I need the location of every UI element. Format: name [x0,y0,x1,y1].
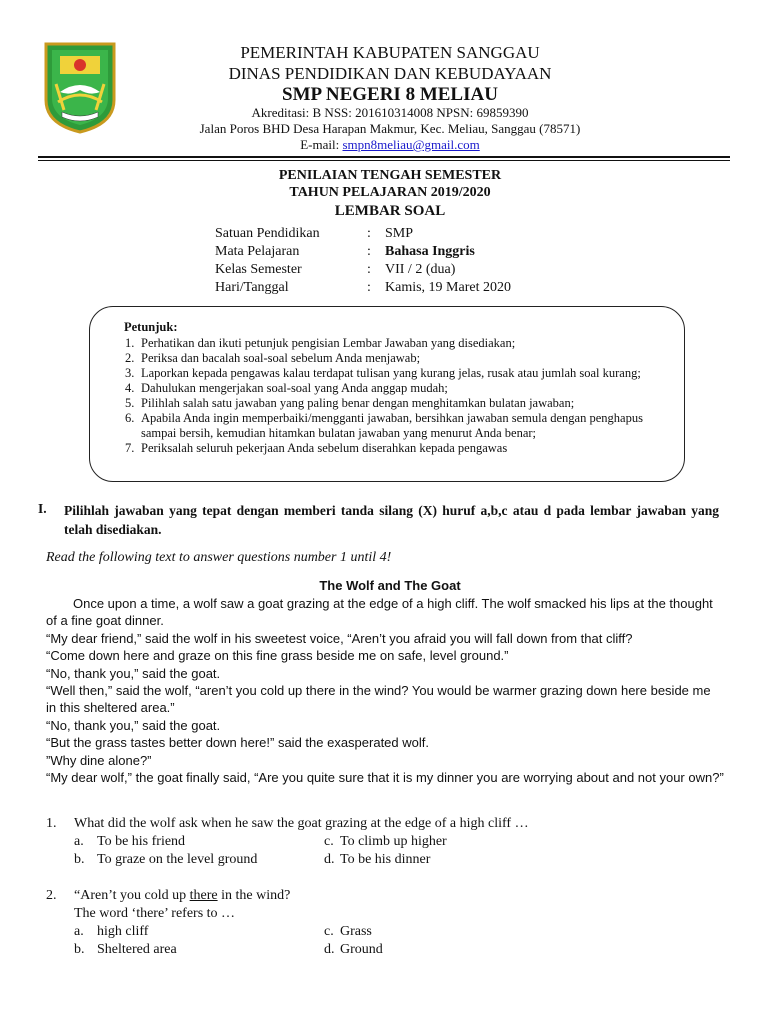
section-instruction: Pilihlah jawaban yang tepat dengan memberi tanda silang (X) huruf a,b,c atau d pada lembar jawaban yang telah disediakan. [64,503,719,537]
info-value: VII / 2 (dua) [385,262,456,277]
option-row [46,942,726,960]
story-paragraph: “No, thank you,” said the goat. [46,717,221,733]
option-row [46,924,726,942]
instruction-number: 2. [125,351,135,365]
question-subtext-row [46,906,726,924]
email-label: E-mail: [300,137,343,152]
info-separator: : [367,280,371,295]
reading-note: Read the following text to answer questions number 1 until 4! [46,550,392,565]
instruction-text: Periksalah seluruh pekerjaan Anda sebelum diserahkan kepada pengawas [141,441,508,455]
option-row [46,834,726,852]
story-paragraph: ”Why dine alone?” [46,752,152,768]
info-row-unit [215,226,511,244]
story-paragraph: “But the grass tastes better down here!” said the exasperated wolf. [46,735,429,751]
option-letter: c. [324,834,334,849]
info-row-subject [215,244,511,262]
option-b[interactable]: To graze on the level ground [97,852,258,867]
question-text-part: “Aren’t you cold up [74,888,190,903]
option-letter: a. [74,924,84,939]
question-text [74,888,290,906]
instructions-list [125,336,673,456]
question-1 [46,816,726,870]
exam-year: TAHUN PELAJARAN 2019/2020 [289,185,491,200]
info-separator: : [367,226,371,241]
story-paragraph: “My dear friend,” said the wolf in his sweetest voice, “Aren’t you afraid you will fall down from that cliff? [46,630,633,646]
instruction-item [125,441,673,456]
instruction-number: 6. [125,411,135,425]
exam-info-table [215,226,511,298]
info-value: SMP [385,226,414,241]
story-title: The Wolf and The Goat [319,578,461,593]
regency-crest-icon [40,40,120,134]
question-subtext: The word ‘there’ refers to … [74,906,236,921]
instructions-title: Petunjuk: [124,320,178,334]
instruction-item [125,366,673,381]
option-a[interactable]: To be his friend [97,834,186,849]
header-divider-thick [38,156,730,158]
story-text [46,595,724,786]
option-c[interactable]: To climb up higher [340,834,447,849]
question-stem [46,888,726,906]
instruction-number: 3. [125,366,135,380]
info-label: Hari/Tanggal [215,280,289,295]
option-letter: c. [324,924,334,939]
option-d[interactable]: Ground [340,942,383,957]
instruction-number: 5. [125,396,135,410]
info-label: Satuan Pendidikan [215,226,320,241]
instruction-text: Dahulukan mengerjakan soal-soal yang Anda anggap mudah; [141,381,448,395]
story-paragraph: Once upon a time, a wolf saw a goat grazing at the edge of a high cliff. The wolf smacked his lips at the thought of a fine goat dinner. [46,596,713,629]
info-separator: : [367,244,371,259]
option-letter: a. [74,834,84,849]
info-label: Kelas Semester [215,262,302,277]
instruction-text: Pilihlah salah satu jawaban yang paling benar dengan menghitamkan bulatan jawaban; [141,396,575,410]
question-stem [46,816,726,834]
option-letter: b. [74,852,85,867]
spacer [46,906,74,924]
info-label: Mata Pelajaran [215,244,300,259]
question-number: 2. [46,888,57,903]
email-line [130,137,650,153]
instruction-text: Perhatikan dan ikuti petunjuk pengisian Lembar Jawaban yang disediakan; [141,336,516,350]
accreditation-line: Akreditasi: B NSS: 201610314008 NPSN: 69859390 [251,105,529,120]
question-2 [46,888,726,960]
info-row-class [215,262,511,280]
email-link[interactable]: smpn8meliau@gmail.com [342,137,480,152]
story-paragraph: “My dear wolf,” the goat finally said, “Are you quite sure that it is my dinner you are worrying about and not your own?” [46,770,724,786]
school-name: SMP NEGERI 8 MELIAU [282,84,498,105]
instruction-number: 7. [125,441,135,455]
info-row-date [215,280,511,298]
question-text-part: in the wind? [217,888,291,903]
address-line: Jalan Poros BHD Desa Harapan Makmur, Kec. Meliau, Sanggau (78571) [199,121,581,136]
option-letter: d. [324,852,335,867]
exam-title: PENILAIAN TENGAH SEMESTER [278,168,502,183]
story-paragraph: “Come down here and graze on this fine grass beside me on safe, level ground.” [46,648,509,664]
option-row [46,852,726,870]
dept-line: DINAS PENDIDIKAN DAN KEBUDAYAAN [228,64,552,83]
instruction-item [125,411,673,441]
exam-sheet-title: LEMBAR SOAL [334,203,446,219]
info-separator: : [367,262,371,277]
info-value: Bahasa Inggris [385,244,475,259]
instruction-item [125,336,673,351]
story-paragraph: “Well then,” said the wolf, “aren’t you cold up there in the wind? You would be warmer grazing down here beside me in this sheltered area.” [46,683,711,716]
header-divider-thin [38,160,730,161]
question-text: What did the wolf ask when he saw the goat grazing at the edge of a high cliff … [74,816,529,831]
question-underlined-word: there [189,888,218,903]
instruction-text: Periksa dan bacalah soal-soal sebelum Anda menjawab; [141,351,421,365]
instruction-number: 4. [125,381,135,395]
instruction-item [125,396,673,411]
gov-line: PEMERINTAH KABUPATEN SANGGAU [240,43,540,62]
story-paragraph: “No, thank you,” said the goat. [46,665,221,681]
instruction-number: 1. [125,336,135,350]
instruction-item [125,381,673,396]
instruction-item [125,351,673,366]
option-letter: b. [74,942,85,957]
option-a[interactable]: high cliff [97,924,149,939]
section-number: I. [38,501,47,516]
option-c[interactable]: Grass [340,924,372,939]
info-value: Kamis, 19 Maret 2020 [385,280,511,295]
question-number: 1. [46,816,57,831]
option-letter: d. [324,942,335,957]
option-d[interactable]: To be his dinner [340,852,431,867]
option-b[interactable]: Sheltered area [97,942,177,957]
instruction-text: Apabila Anda ingin memperbaiki/mengganti jawaban, bersihkan jawaban semula dengan penghapus sampai bersih, kemudian hitamkan bulatan jawaban yang menurut Anda benar; [141,411,643,440]
instruction-text: Laporkan kepada pengawas kalau terdapat tulisan yang kurang jelas, rusak atau jumlah soal kurang; [141,366,641,380]
